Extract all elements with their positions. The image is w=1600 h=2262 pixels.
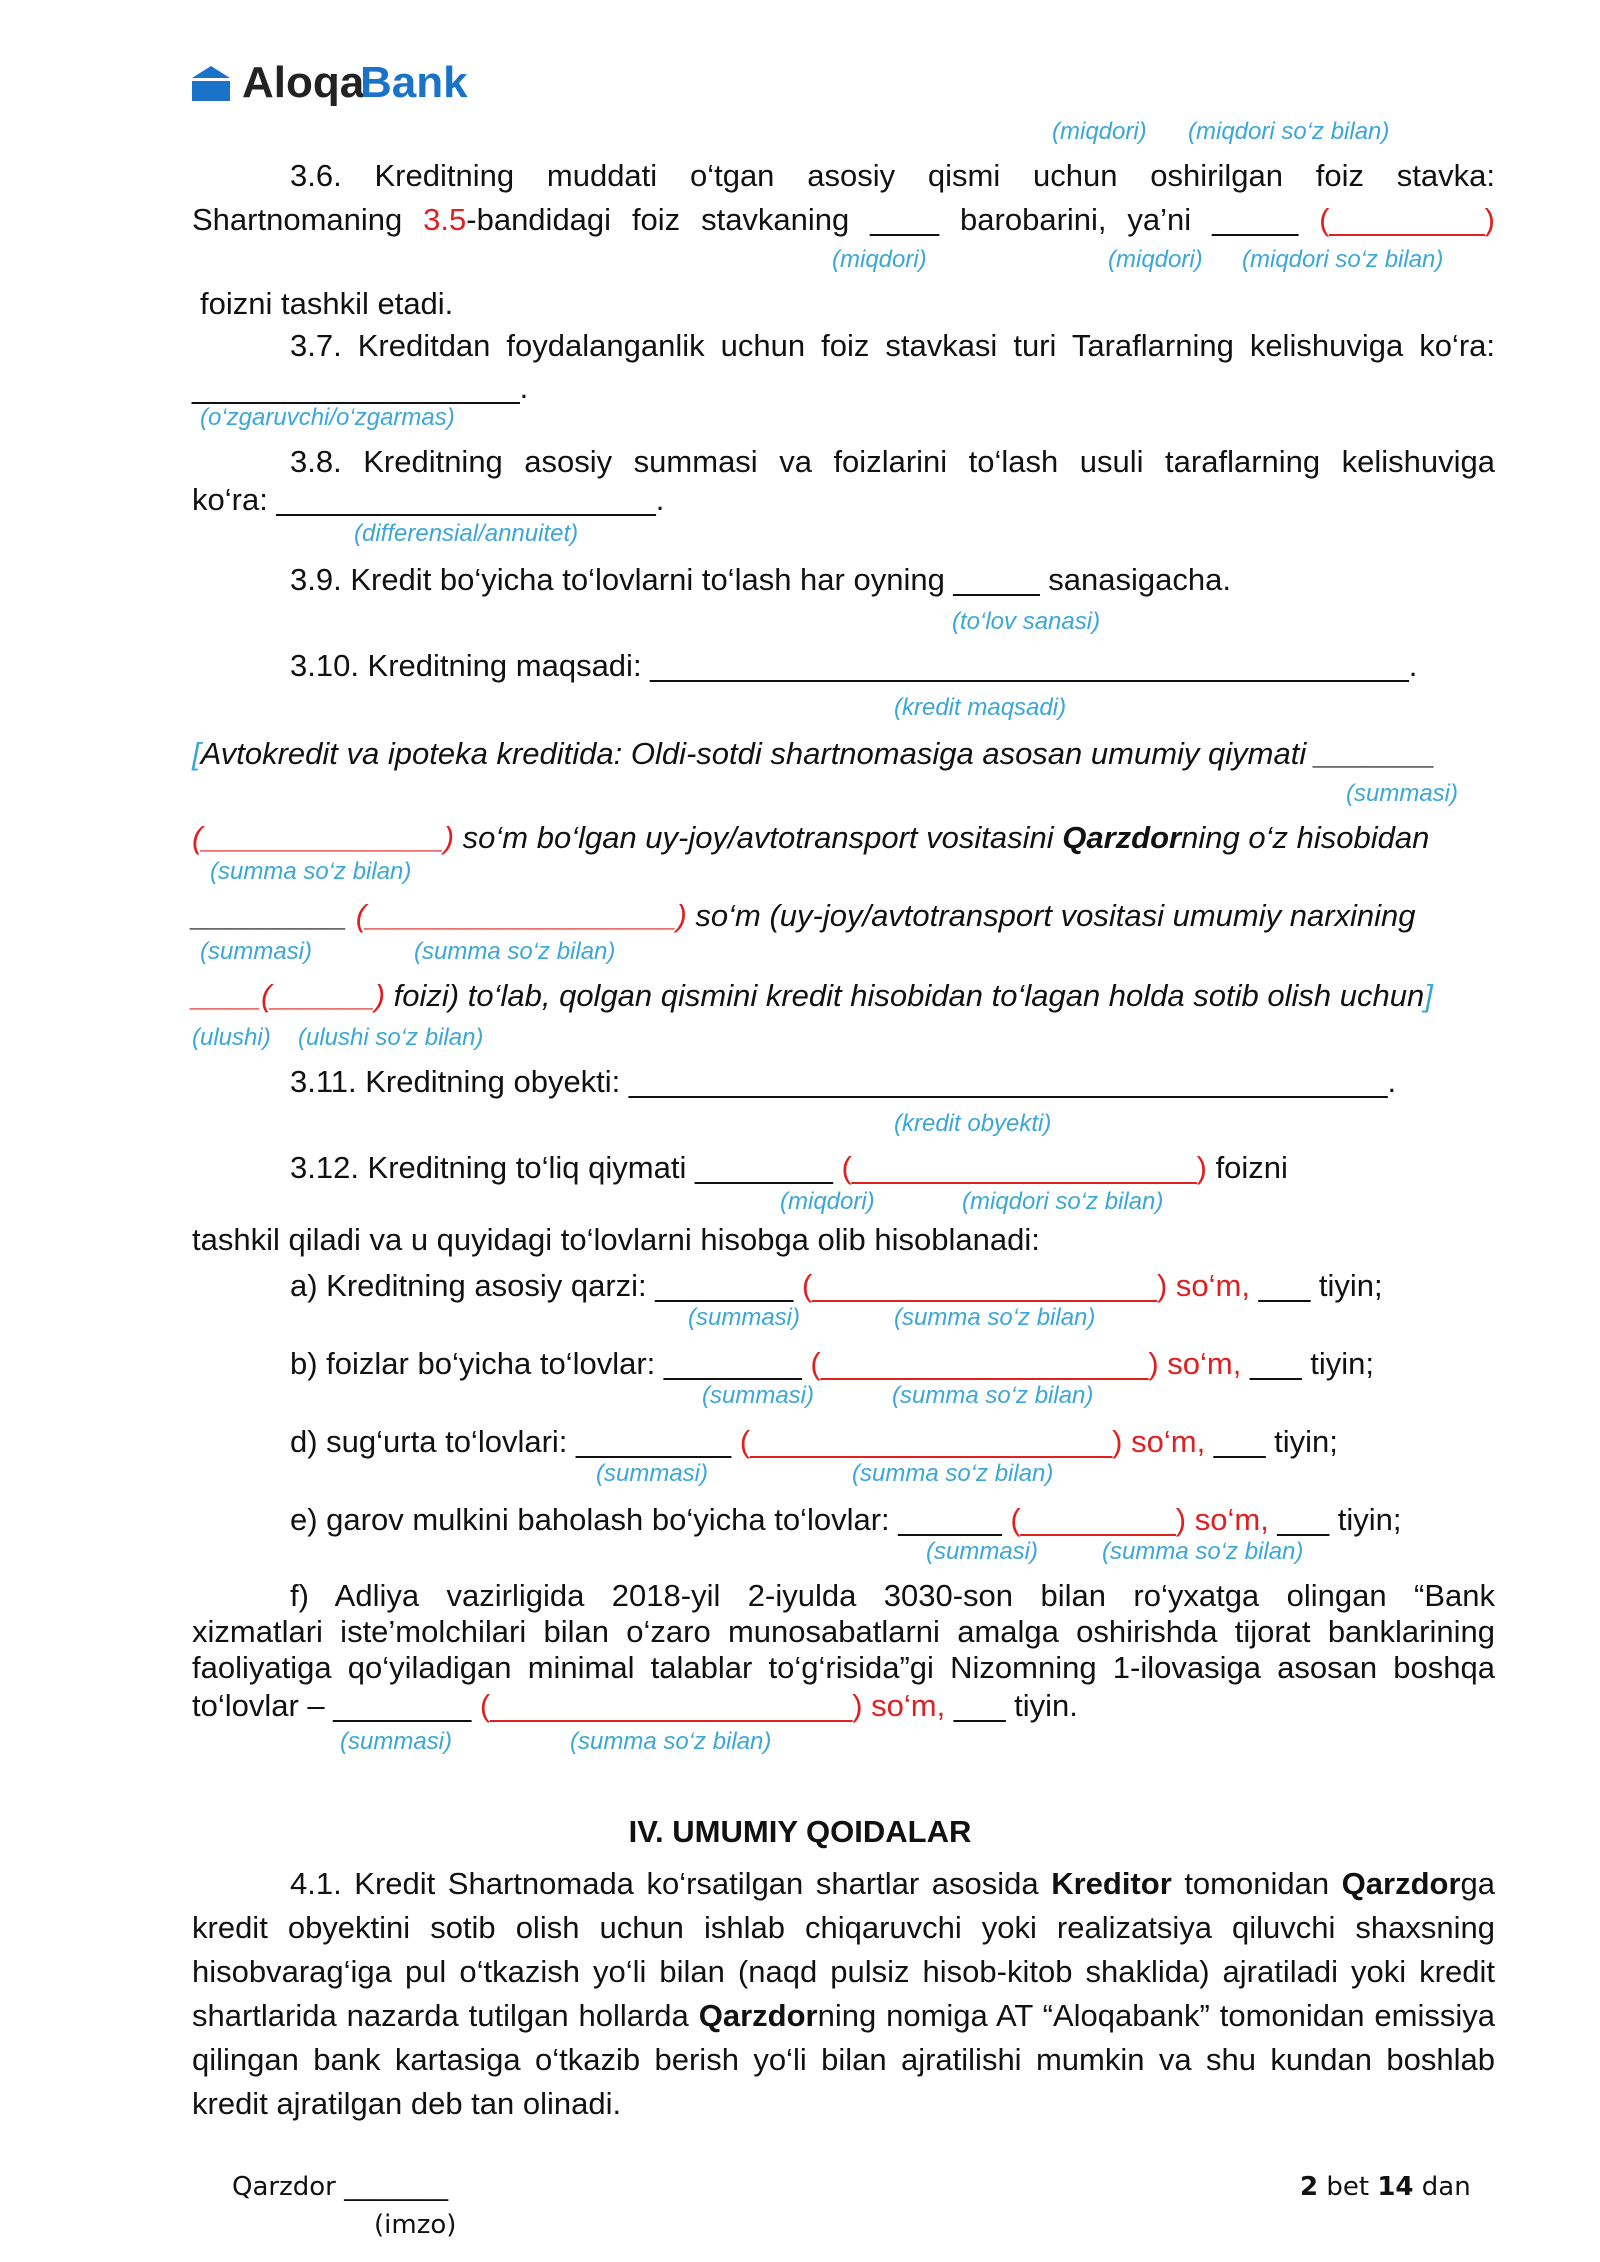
avto-line4: ____(______) foizi) to‘lab, qolgan qismini kredit hisobidan to‘lagan holda sotib olish uchun] — [192, 978, 1433, 1013]
hint-kredit-obyekti: (kredit obyekti) — [894, 1110, 1052, 1137]
hint-miqdori: (miqdori) — [780, 1188, 875, 1215]
hint-summa-soz: (summa so‘z bilan) — [414, 938, 616, 965]
hint-tolov-sanasi: (to‘lov sanasi) — [952, 608, 1101, 635]
avto-line3: _________ (__________________) so‘m (uy-joy/avtotransport vositasi umumiy narxining — [192, 898, 1416, 933]
hint-summasi: (summasi) — [200, 938, 312, 965]
item-b: b) foizlar bo‘yicha to‘lovlar: ________ (___________________) so‘m, ___ tiyin; — [290, 1346, 1375, 1381]
hint-summa-soz: (summa so‘z bilan) — [570, 1728, 772, 1755]
clause-3-8-line2: ko‘ra: ______________________. — [192, 482, 665, 517]
clause-3-6-line2: Shartnomaning 3.5-bandidagi foiz stavkaning ____ barobarini, ya’ni _____ (_________) — [192, 202, 1495, 237]
clause-3-10: 3.10. Kreditning maqsadi: ____________________________________________. — [290, 648, 1418, 683]
hint-miqdori-soz: (miqdori so‘z bilan) — [962, 1188, 1164, 1215]
hint-summasi: (summasi) — [688, 1304, 800, 1331]
hint-kredit-maqsadi: (kredit maqsadi) — [894, 694, 1067, 721]
item-f-line3: faoliyatiga qo‘yiladigan minimal talablar to‘g‘risida”gi Nizomning 1-ilovasiga asosan boshqa — [192, 1650, 1495, 1685]
clause-3-7-line2: ___________________. — [192, 370, 529, 405]
clause-3-9: 3.9. Kredit bo‘yicha to‘lovlarni to‘lash har oyning _____ sanasigacha. — [290, 562, 1231, 597]
section-4-title: IV. UMUMIY QOIDALAR — [628, 1814, 972, 1849]
hint-summasi: (summasi) — [926, 1538, 1038, 1565]
hint-summa-soz: (summa so‘z bilan) — [1102, 1538, 1304, 1565]
clause-3-8-line1: 3.8. Kreditning asosiy summasi va foizlarini to‘lash usuli taraflarning kelishuviga — [290, 444, 1495, 479]
hint-differensial: (differensial/annuitet) — [354, 520, 579, 547]
hint-ozgaruvchi: (o‘zgaruvchi/o‘zgarmas) — [200, 404, 455, 431]
signature-label: (imzo) — [374, 2210, 457, 2240]
hint-summa-soz: (summa so‘z bilan) — [894, 1304, 1096, 1331]
clause-3-6-line3: foizni tashkil etadi. — [200, 286, 454, 321]
item-f-line2: xizmatlari iste’molchilari bilan o‘zaro munosabatlarni amalga oshirishda tijorat banklarining — [192, 1614, 1495, 1649]
hint-summa-soz: (summa so‘z bilan) — [892, 1382, 1094, 1409]
hint-miqdori: (miqdori) — [1108, 246, 1203, 273]
hint-ulushi: (ulushi) — [192, 1024, 271, 1051]
hint-miqdori: (miqdori) — [832, 246, 927, 273]
hint-summasi: (summasi) — [1346, 780, 1458, 807]
clause-3-7-line1: 3.7. Kreditdan foydalanganlik uchun foiz stavkasi turi Taraflarning kelishuviga ko‘ra: — [290, 328, 1495, 363]
hint-miqdori: (miqdori) — [1052, 118, 1147, 145]
hint-summasi: (summasi) — [702, 1382, 814, 1409]
avto-line1: [Avtokredit va ipoteka kreditida: Oldi-sotdi shartnomasiga asosan umumiy qiymati _______ — [192, 736, 1436, 771]
hint-summasi: (summasi) — [340, 1728, 452, 1755]
clause-3-12-line2: tashkil qiladi va u quyidagi to‘lovlarni hisobga olib hisoblanadi: — [192, 1222, 1040, 1257]
clause-3-12-line1: 3.12. Kreditning to‘liq qiymati ________ (____________________) foizni — [290, 1150, 1288, 1185]
hint-summa-soz: (summa so‘z bilan) — [210, 858, 412, 885]
clause-ref: 3.5 — [423, 202, 467, 237]
clause-3-11: 3.11. Kreditning obyekti: ____________________________________________. — [290, 1064, 1397, 1099]
hint-ulushi-soz: (ulushi so‘z bilan) — [298, 1024, 484, 1051]
item-f-line1: f) Adliya vazirligida 2018-yil 2-iyulda 3030-son bilan ro‘yxatga olingan “Bank — [290, 1578, 1495, 1613]
item-f-line4: to‘lovlar – ________ (_____________________) so‘m, ___ tiyin. — [192, 1688, 1078, 1723]
avto-line2: (______________) so‘m bo‘lgan uy-joy/avtotransport vositasini Qarzdorning o‘z hisobidan — [192, 820, 1430, 855]
hint-miqdori-soz: (miqdori so‘z bilan) — [1242, 246, 1444, 273]
item-e: e) garov mulkini baholash bo‘yicha to‘lovlar: ______ (_________) so‘m, ___ tiyin; — [290, 1502, 1402, 1537]
item-d: d) sug‘urta to‘lovlari: _________ (_____________________) so‘m, ___ tiyin; — [290, 1424, 1338, 1459]
brand-name-part2: Bank — [360, 58, 468, 107]
aloqabank-logo-icon — [190, 62, 232, 104]
borrower-signature-line: Qarzdor ________ — [232, 2172, 449, 2202]
clause-3-6-line1: 3.6. Kreditning muddati o‘tgan asosiy qismi uchun oshirilgan foiz stavka: — [290, 158, 1495, 193]
hint-summasi: (summasi) — [596, 1460, 708, 1487]
clause-4-1: 4.1. Kredit Shartnomada ko‘rsatilgan shartlar asosida Kreditor tomonidan Qarzdorga kredit obyektini sotib olish uchun ishlab chiqaruvchi yoki realizatsiya qiluvchi shaxsning hisobvarag‘iga pul o‘tkazish yo‘li bilan (naqd pulsiz hisob-kitob shaklida) ajratiladi yoki kredit shartlarida nazarda tutilgan hollarda Qarzdorning nomiga AT “Aloqabank” tomonidan emissiya qilingan bank kartasiga o‘tkazib berish yo‘li bilan ajratilishi mumkin va shu kundan boshlab kredit ajratilgan deb tan olinadi. — [192, 1866, 1496, 2121]
hint-summa-soz: (summa so‘z bilan) — [852, 1460, 1054, 1487]
page-number: 2 bet 14 dan — [1300, 2172, 1471, 2202]
brand-name-part1: Aloqa — [242, 58, 365, 107]
hint-miqdori-soz: (miqdori so‘z bilan) — [1188, 118, 1390, 145]
item-a: a) Kreditning asosiy qarzi: ________ (____________________) so‘m, ___ tiyin; — [290, 1268, 1383, 1303]
